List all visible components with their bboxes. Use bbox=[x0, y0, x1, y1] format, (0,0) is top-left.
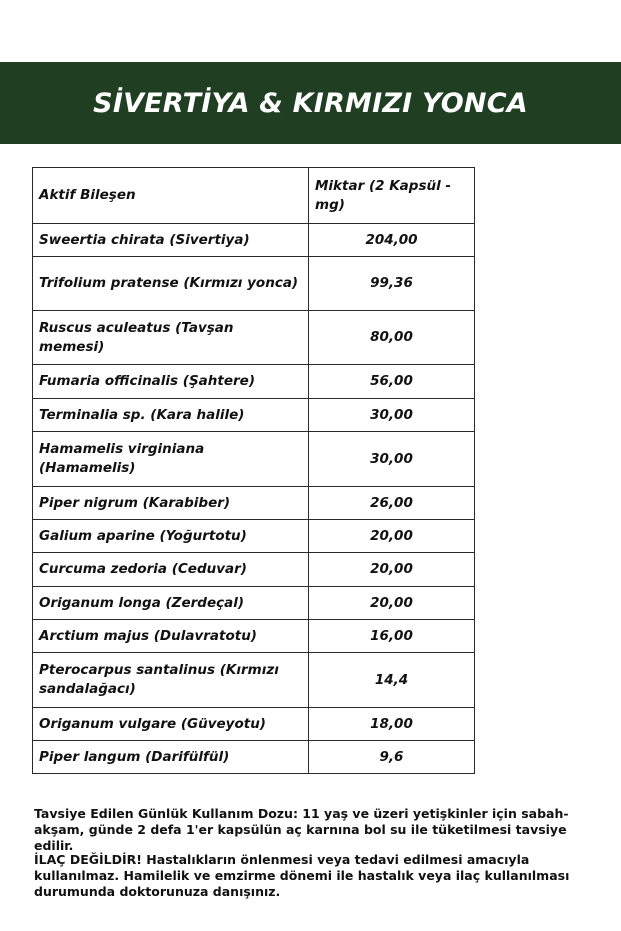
ingredient-amount: 26,00 bbox=[309, 487, 475, 520]
ingredient-amount: 99,36 bbox=[309, 257, 475, 311]
ingredient-amount: 14,4 bbox=[309, 653, 475, 708]
ingredient-name: Piper langum (Darifülfül) bbox=[33, 741, 309, 774]
table-row bbox=[33, 553, 475, 587]
warning-note: İLAÇ DEĞİLDİR! Hastalıkların önlenmesi veya tedavi edilmesi amacıyla kullanılmaz. Hamilelik ve emzirme dönemi ile hastalık veya ilaç kullanılması durumunda doktorunuza danışınız. bbox=[34, 852, 570, 899]
table-header-row bbox=[33, 168, 475, 224]
column-header-ingredient: Aktif Bileşen bbox=[33, 168, 309, 224]
ingredient-name: Hamamelis virginiana (Hamamelis) bbox=[33, 432, 309, 487]
table-row bbox=[33, 399, 475, 432]
ingredient-name: Piper nigrum (Karabiber) bbox=[33, 487, 309, 520]
table-row bbox=[33, 620, 475, 653]
table-row bbox=[33, 653, 475, 708]
ingredient-amount: 30,00 bbox=[309, 432, 475, 487]
ingredient-name: Terminalia sp. (Kara halile) bbox=[33, 399, 309, 432]
page-title: SİVERTİYA & KIRMIZI YONCA bbox=[93, 87, 528, 119]
dosage-note: Tavsiye Edilen Günlük Kullanım Dozu: 11 yaş ve üzeri yetişkinler için sabah-akşam, günde 2 defa 1'er kapsülün aç karnına bol su ile tüketilmesi tavsiye edilir. bbox=[34, 806, 569, 853]
ingredient-amount: 80,00 bbox=[309, 311, 475, 365]
table-row bbox=[33, 520, 475, 553]
table-row bbox=[33, 257, 475, 311]
table-row bbox=[33, 487, 475, 520]
ingredient-amount: 56,00 bbox=[309, 365, 475, 399]
ingredient-amount: 20,00 bbox=[309, 553, 475, 587]
title-banner bbox=[0, 62, 621, 144]
ingredient-amount: 204,00 bbox=[309, 224, 475, 257]
ingredient-amount: 30,00 bbox=[309, 399, 475, 432]
ingredient-name: Trifolium pratense (Kırmızı yonca) bbox=[33, 257, 309, 311]
table-row bbox=[33, 741, 475, 774]
ingredient-amount: 16,00 bbox=[309, 620, 475, 653]
table-row bbox=[33, 224, 475, 257]
ingredient-name: Fumaria officinalis (Şahtere) bbox=[33, 365, 309, 399]
ingredient-amount: 20,00 bbox=[309, 520, 475, 553]
column-header-amount: Miktar (2 Kapsül - mg) bbox=[309, 168, 475, 224]
ingredient-name: Galium aparine (Yoğurtotu) bbox=[33, 520, 309, 553]
ingredient-name: Sweertia chirata (Sivertiya) bbox=[33, 224, 309, 257]
ingredient-amount: 9,6 bbox=[309, 741, 475, 774]
ingredient-name: Curcuma zedoria (Ceduvar) bbox=[33, 553, 309, 587]
table-row bbox=[33, 432, 475, 487]
ingredient-name: Ruscus aculeatus (Tavşan memesi) bbox=[33, 311, 309, 365]
ingredients-table bbox=[32, 167, 475, 774]
ingredient-amount: 20,00 bbox=[309, 587, 475, 620]
table-row bbox=[33, 311, 475, 365]
ingredient-name: Origanum vulgare (Güveyotu) bbox=[33, 708, 309, 741]
ingredient-name: Pterocarpus santalinus (Kırmızı sandalağacı) bbox=[33, 653, 309, 708]
ingredient-name: Arctium majus (Dulavratotu) bbox=[33, 620, 309, 653]
ingredient-name: Origanum longa (Zerdeçal) bbox=[33, 587, 309, 620]
ingredient-amount: 18,00 bbox=[309, 708, 475, 741]
table-row bbox=[33, 708, 475, 741]
table-row bbox=[33, 365, 475, 399]
table-row bbox=[33, 587, 475, 620]
